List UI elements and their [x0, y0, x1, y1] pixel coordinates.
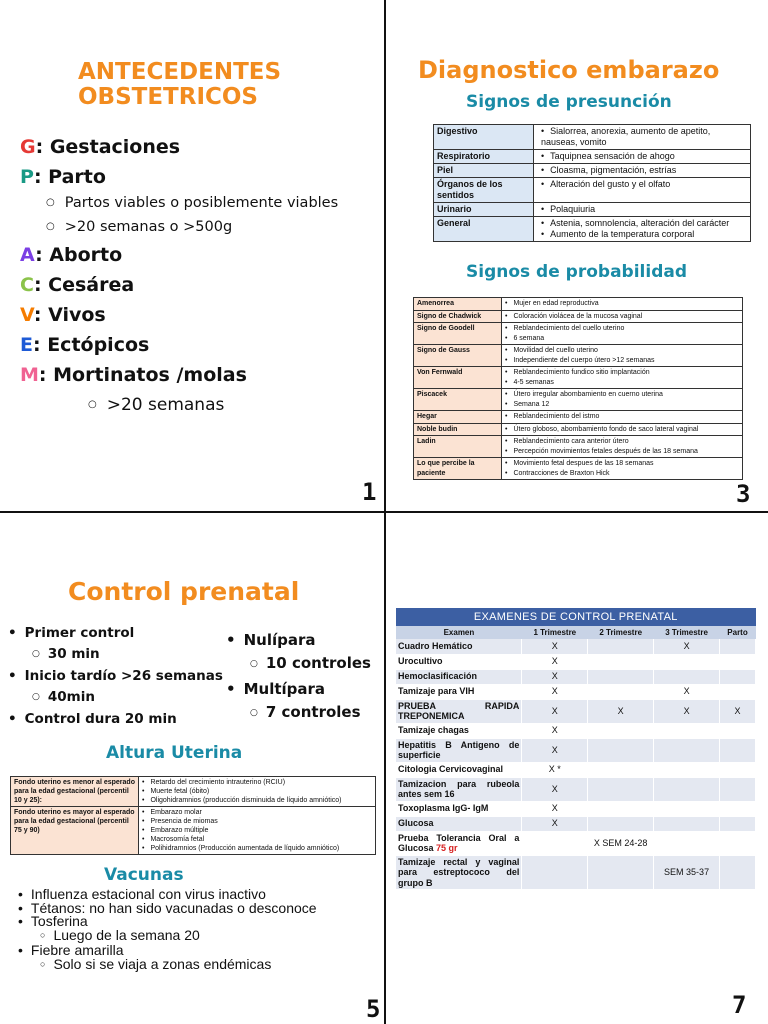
value-item: • Útero irregular abombamiento en cuerno uterina — [505, 390, 739, 400]
value-item: • Polaquiuria — [537, 204, 747, 215]
section-title-altura-uterina: Altura Uterina — [106, 743, 243, 763]
row-values — [534, 164, 751, 178]
row-values — [502, 436, 743, 458]
slide-diagnostico-embarazo — [386, 0, 768, 511]
exam-name — [396, 639, 522, 654]
exam-label: Citologia Cervicovaginal — [398, 764, 504, 775]
exam-mark — [522, 831, 588, 855]
exam-label: Prueba Tolerancia Oral a Glucosa — [398, 832, 520, 853]
value-list — [537, 165, 747, 176]
exam-mark — [588, 777, 654, 801]
value-item: • Presencia de miomas — [142, 817, 372, 826]
table-row — [396, 639, 756, 654]
sub-item: ○ >20 semanas o >500g — [46, 216, 338, 240]
exam-mark — [654, 723, 720, 738]
mortinatos-sublist — [88, 392, 338, 421]
examenes-table — [396, 608, 756, 890]
row-key: Hegar — [414, 411, 502, 424]
exam-name — [396, 816, 522, 831]
row-key: General — [434, 217, 534, 242]
exam-label: Glucosa — [398, 818, 434, 829]
table-row — [414, 345, 743, 367]
list-item — [226, 678, 371, 727]
value-item: • Aumento de la temperatura corporal — [537, 229, 747, 240]
exam-mark — [720, 855, 756, 890]
column-header: 2 Trimestre — [588, 626, 654, 639]
table-row — [434, 178, 751, 203]
value-item: • Mujer en edad reproductiva — [505, 299, 739, 309]
exam-mark: X * — [522, 762, 588, 777]
exam-mark — [720, 777, 756, 801]
value-item: • Reblandecimiento cara anterior útero — [505, 437, 739, 447]
table-row — [396, 801, 756, 816]
exam-mark — [522, 855, 588, 890]
slide-title: ANTECEDENTES OBSTETRICOS — [78, 59, 282, 110]
altura-uterina-table — [10, 776, 376, 855]
table-row — [414, 436, 743, 458]
item-label: Tosferina — [30, 913, 88, 929]
exam-mark: X — [522, 801, 588, 816]
table-row — [414, 310, 743, 323]
exam-mark — [588, 669, 654, 684]
exam-mark — [654, 816, 720, 831]
exam-dose: 75 gr — [436, 843, 458, 853]
exam-mark: X SEM 24-28 — [588, 831, 654, 855]
row-key: Respiratorio — [434, 150, 534, 164]
column-header: 1 Trimestre — [522, 626, 588, 639]
table-row — [396, 669, 756, 684]
exam-name — [396, 654, 522, 669]
item-letter: C — [20, 274, 34, 296]
row-key: Digestivo — [434, 125, 534, 150]
exam-mark — [588, 801, 654, 816]
exam-label: Hepatitis B Antigeno de superficie — [398, 739, 520, 760]
list-item — [20, 132, 338, 162]
value-item: • Polihidramnios (Producción aumentada de líquido amniótico) — [142, 844, 372, 853]
exam-name — [396, 762, 522, 777]
sub-item: ○ Partos viables o posiblemente viables — [46, 192, 338, 216]
row-values — [502, 345, 743, 367]
exam-label: Toxoplasma IgG- IgM — [398, 803, 489, 814]
table-row — [396, 831, 756, 855]
table-row — [434, 164, 751, 178]
exam-mark — [588, 723, 654, 738]
row-key: Von Fernwald — [414, 367, 502, 389]
item-label: Nulípara — [243, 631, 316, 649]
row-key: Ladin — [414, 436, 502, 458]
exam-label: PRUEBA RAPIDA TREPONEMICA — [398, 700, 520, 721]
list-item — [18, 915, 317, 944]
value-item: • Embarazo múltiple — [142, 826, 372, 835]
exam-mark — [720, 831, 756, 855]
exam-mark — [588, 816, 654, 831]
exam-mark: X — [588, 699, 654, 723]
row-values — [534, 217, 751, 242]
exam-name — [396, 738, 522, 762]
sub-list — [250, 652, 371, 678]
row-key: Amenorrea — [414, 298, 502, 311]
sub-item: ○ Solo si se viaja a zonas endémicas — [40, 958, 317, 974]
table-row — [396, 654, 756, 669]
exam-name — [396, 777, 522, 801]
exam-mark — [720, 816, 756, 831]
value-item: • Oligohidramnios (producción disminuida de líquido amniótico) — [142, 796, 372, 805]
exam-mark: X — [522, 654, 588, 669]
exam-mark: X — [522, 816, 588, 831]
value-list — [142, 778, 372, 805]
exam-mark — [654, 738, 720, 762]
row-values — [534, 150, 751, 164]
value-list — [505, 368, 739, 387]
row-values — [502, 423, 743, 436]
exam-label: Tamizaje para VIH — [398, 686, 475, 697]
list-item — [8, 666, 223, 709]
sub-item: ○ >20 semanas — [88, 392, 338, 421]
item-letter: V — [20, 304, 34, 326]
exam-mark: X — [522, 777, 588, 801]
value-item: • Astenia, somnolencia, alteración del carácter — [537, 218, 747, 229]
table-row — [434, 150, 751, 164]
item-label: Control dura 20 min — [24, 711, 177, 727]
value-list — [537, 218, 747, 240]
list-item — [20, 240, 338, 270]
row-values — [502, 298, 743, 311]
table-row — [414, 367, 743, 389]
table-row — [396, 816, 756, 831]
page-number: 7 — [732, 991, 747, 1019]
item-letter: G — [20, 136, 36, 158]
presuncion-table — [433, 124, 751, 242]
exam-mark — [720, 801, 756, 816]
value-item: • Movimiento fetal despues de las 18 semanas — [505, 459, 739, 469]
row-key: Lo que percibe la paciente — [414, 458, 502, 480]
row-key: Signo de Gauss — [414, 345, 502, 367]
sub-item: ○ 7 controles — [250, 701, 371, 727]
value-list — [505, 312, 739, 322]
list-item — [8, 709, 223, 730]
item-letter: M — [20, 364, 39, 386]
value-item: • 4-5 semanas — [505, 378, 739, 388]
list-item — [20, 270, 338, 300]
exam-mark — [588, 855, 654, 890]
exam-name — [396, 855, 522, 890]
control-count-list — [226, 629, 371, 727]
sub-item: ○ 30 min — [32, 644, 223, 667]
exam-mark — [720, 669, 756, 684]
exam-mark: X — [522, 738, 588, 762]
table-row — [396, 777, 756, 801]
exam-mark: X — [522, 669, 588, 684]
table-row — [396, 684, 756, 699]
row-values — [534, 203, 751, 217]
value-list — [505, 425, 739, 435]
item-label: : Vivos — [33, 304, 106, 326]
sub-list — [32, 687, 223, 710]
value-item: • Retardo del crecimiento intrauterino (RCIU) — [142, 778, 372, 787]
row-values — [534, 125, 751, 150]
exam-mark — [654, 777, 720, 801]
item-label: : Cesárea — [33, 274, 135, 296]
row-values — [139, 807, 376, 855]
row-values — [502, 323, 743, 345]
value-item: • Sialorrea, anorexia, aumento de apetito, nauseas, vomito — [537, 126, 747, 148]
item-label: : Ectópicos — [32, 334, 150, 356]
exam-mark — [720, 738, 756, 762]
row-values — [502, 411, 743, 424]
value-item: • Reblandecimiento del istmo — [505, 412, 739, 422]
item-label: Influenza estacional con virus inactivo — [30, 886, 266, 902]
value-list — [537, 126, 747, 148]
column-header-row — [396, 626, 756, 639]
row-values — [502, 458, 743, 480]
table-row — [434, 203, 751, 217]
exam-mark: X — [654, 639, 720, 654]
row-key: Piscacek — [414, 389, 502, 411]
value-item: • Alteración del gusto y el olfato — [537, 179, 747, 190]
item-letter: A — [20, 244, 36, 266]
exam-mark: X — [522, 723, 588, 738]
section-title-probabilidad: Signos de probabilidad — [466, 262, 688, 282]
exam-label: Urocultivo — [398, 656, 443, 667]
table-row — [11, 777, 376, 807]
exam-mark: X — [720, 699, 756, 723]
item-label: Primer control — [24, 625, 135, 641]
value-item: • Taquipnea sensación de ahogo — [537, 151, 747, 162]
table-row — [434, 217, 751, 242]
item-label: Inicio tardío >26 semanas — [24, 668, 223, 684]
vacunas-list — [18, 888, 317, 973]
value-item: • Coloración violácea de la mucosa vaginal — [505, 312, 739, 322]
row-key: Signo de Goodell — [414, 323, 502, 345]
value-list — [505, 346, 739, 365]
slide-examenes-control-prenatal — [386, 513, 768, 1024]
section-title-presuncion: Signos de presunción — [466, 92, 672, 112]
item-letter: P — [20, 166, 34, 188]
exam-label: Cuadro Hemático — [398, 641, 473, 651]
exam-mark — [654, 762, 720, 777]
row-key: Noble budin — [414, 423, 502, 436]
list-item — [226, 629, 371, 678]
page-number: 5 — [366, 995, 381, 1023]
table-row — [414, 298, 743, 311]
item-label: Multípara — [243, 680, 326, 698]
sub-list — [40, 955, 317, 974]
row-values — [139, 777, 376, 807]
row-key: Fondo uterino es menor al esperado para la edad gestacional (percentil 10 y 25): — [11, 777, 139, 807]
exam-mark: X — [522, 684, 588, 699]
control-timing-list — [8, 623, 223, 730]
exam-name — [396, 684, 522, 699]
exam-label: Hemoclasificación — [398, 671, 478, 682]
exam-mark — [720, 639, 756, 654]
table-row — [396, 762, 756, 777]
list-item — [20, 162, 338, 192]
exam-mark — [654, 669, 720, 684]
slide-title: Diagnostico embarazo — [418, 56, 720, 84]
gpacvem-list — [20, 132, 338, 421]
item-label: Tétanos: no han sido vacunadas o desconoce — [30, 899, 317, 916]
table-title-row — [396, 608, 756, 626]
row-key: Piel — [434, 164, 534, 178]
table-title: EXAMENES DE CONTROL PRENATAL — [396, 608, 756, 626]
exam-mark — [654, 654, 720, 669]
table-row — [396, 738, 756, 762]
sub-item: ○ 10 controles — [250, 652, 371, 678]
exam-name — [396, 801, 522, 816]
value-item: • Útero globoso, abombamiento fondo de saco lateral vaginal — [505, 425, 739, 435]
value-item: • Contracciones de Braxton Hick — [505, 469, 739, 479]
row-key: Fondo uterino es mayor al esperado para la edad gestacional (percentil 75 y 90) — [11, 807, 139, 855]
value-list — [505, 412, 739, 422]
exam-mark — [720, 723, 756, 738]
page-number: 1 — [362, 478, 377, 506]
value-item: • Percepción movimientos fetales después de las 18 semana — [505, 447, 739, 457]
value-item: • Independiente del cuerpo útero >12 semanas — [505, 356, 739, 366]
row-key: Urinario — [434, 203, 534, 217]
list-item — [20, 330, 338, 360]
exam-mark — [588, 639, 654, 654]
value-item: • Muerte fetal (óbito) — [142, 787, 372, 796]
value-list — [505, 324, 739, 343]
section-title-vacunas: Vacunas — [104, 865, 184, 885]
value-list — [142, 808, 372, 853]
sub-item: ○ 40min — [32, 687, 223, 710]
slide-title: Control prenatal — [68, 577, 300, 606]
exam-mark — [588, 762, 654, 777]
exam-mark — [588, 654, 654, 669]
exam-name — [396, 669, 522, 684]
value-list — [505, 437, 739, 456]
table-row — [434, 125, 751, 150]
slide-antecedentes-obstetricos — [0, 0, 384, 511]
exam-label: Tamizacion para rubeola antes sem 16 — [398, 778, 520, 799]
row-key: Órganos de los sentidos — [434, 178, 534, 203]
exam-mark — [720, 654, 756, 669]
list-item — [20, 300, 338, 330]
value-item: • 6 semana — [505, 334, 739, 344]
row-key: Signo de Chadwick — [414, 310, 502, 323]
list-item — [8, 623, 223, 666]
row-values — [502, 389, 743, 411]
value-list — [537, 204, 747, 215]
item-label: : Mortinatos /molas — [38, 364, 247, 386]
value-list — [505, 390, 739, 409]
exam-name — [396, 831, 522, 855]
parto-sublist — [46, 192, 338, 240]
row-values — [502, 367, 743, 389]
table-row — [396, 723, 756, 738]
probabilidad-table — [413, 297, 743, 480]
table-row — [11, 807, 376, 855]
exam-mark — [720, 684, 756, 699]
exam-mark: X — [654, 699, 720, 723]
page-number: 3 — [736, 480, 751, 508]
value-list — [537, 151, 747, 162]
row-values — [534, 178, 751, 203]
exam-mark: SEM 35-37 — [654, 855, 720, 890]
table-row — [396, 699, 756, 723]
table-row — [414, 423, 743, 436]
value-item: • Cloasma, pigmentación, estrías — [537, 165, 747, 176]
slide-control-prenatal — [0, 513, 384, 1024]
exam-name — [396, 723, 522, 738]
exam-label: Tamizaje chagas — [398, 725, 469, 736]
column-header: Examen — [396, 626, 522, 639]
list-item — [20, 360, 338, 390]
sub-list — [250, 701, 371, 727]
table-row — [396, 855, 756, 890]
exam-mark: X — [654, 684, 720, 699]
value-list — [505, 299, 739, 309]
item-label: Fiebre amarilla — [30, 942, 124, 958]
exam-mark — [654, 801, 720, 816]
exam-mark: X — [522, 639, 588, 654]
exam-label: Tamizaje rectal y vaginal para estreptococo del grupo B — [398, 856, 520, 888]
table-row — [414, 323, 743, 345]
item-label: : Parto — [33, 166, 106, 188]
value-list — [537, 179, 747, 190]
exam-mark — [654, 831, 720, 855]
value-list — [505, 459, 739, 478]
item-letter: E — [20, 334, 33, 356]
value-item: • Reblandecimiento del cuello uterino — [505, 324, 739, 334]
exam-mark — [588, 738, 654, 762]
value-item: • Semana 12 — [505, 400, 739, 410]
item-label: : Aborto — [35, 244, 123, 266]
item-label: : Gestaciones — [35, 136, 181, 158]
exam-mark: X — [522, 699, 588, 723]
exam-mark — [588, 684, 654, 699]
value-item: • Movilidad del cuello uterino — [505, 346, 739, 356]
exam-name — [396, 699, 522, 723]
table-row — [414, 458, 743, 480]
value-item: • Macrosomía fetal — [142, 835, 372, 844]
row-values — [502, 310, 743, 323]
list-item — [18, 944, 317, 973]
column-header: Parto — [720, 626, 756, 639]
column-header: 3 Trimestre — [654, 626, 720, 639]
sub-item: ○ Luego de la semana 20 — [40, 929, 317, 945]
table-row — [414, 411, 743, 424]
sub-list — [32, 644, 223, 667]
value-item: • Embarazo molar — [142, 808, 372, 817]
exam-mark — [720, 762, 756, 777]
value-item: • Reblandecimiento fundico sitio implantación — [505, 368, 739, 378]
table-row — [414, 389, 743, 411]
